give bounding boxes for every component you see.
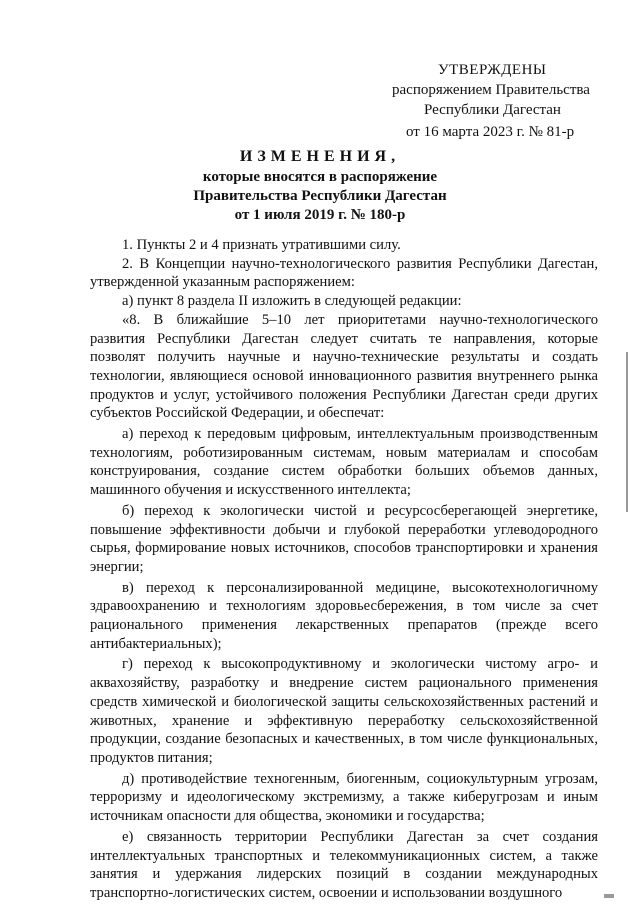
approval-date-number: от 16 марта 2023 г. № 81-р — [406, 124, 575, 140]
heading-line-1: которые вносятся в распоряжение — [202, 169, 438, 185]
approval-line-2: Республики Дагестан — [424, 102, 561, 118]
heading-title: ИЗМЕНЕНИЯ, — [239, 148, 401, 165]
approval-title: УТВЕРЖДЕНЫ — [438, 62, 547, 78]
paragraph-priority-a: а) переход к передовым цифровым, интеллектуальным производственным технологиям, роботизированным системам, новым материалам и способам конструирования, создание систем обработки больших объемов данных, машинного обучения и искусственного интеллекта; — [90, 426, 598, 499]
heading-line-3: от 1 июля 2019 г. № 180-р — [234, 207, 406, 223]
approval-block — [380, 60, 600, 142]
document-body — [90, 236, 598, 903]
paragraph-priority-g: г) переход к высокопродуктивному и экологически чистому агро- и аквахозяйству, разработку и внедрение систем рационального применения средств химической и биологической защиты сельскохозяйственных растений и животных, хранение и эффективную переработку сельскохозяйственной продукции, создание безопасных и качественных, в том числе функциональных, продуктов питания; — [90, 656, 598, 766]
paragraph-item-2: 2. В Концепции научно-технологического развития Республики Дагестан, утвержденной указанным распоряжением: — [90, 255, 598, 291]
scan-edge-mark — [626, 352, 628, 512]
document-heading — [90, 146, 550, 225]
paragraph-priority-v: в) переход к персонализированной медицине, высокотехнологичному здравоохранению и технологиям здоровьесбережения, в том числе за счет рационального применения лекарственных препаратов (прежде всего антибактериальных); — [90, 579, 598, 652]
paragraph-item-1: 1. Пункты 2 и 4 признать утратившими силу. — [122, 237, 401, 253]
approval-line-1: распоряжением Правительства — [392, 82, 590, 98]
paragraph-subitem-a: а) пункт 8 раздела II изложить в следующей редакции: — [122, 293, 462, 310]
paragraph-priority-d: д) противодействие техногенным, биогенным, социокультурным угрозам, терроризму и идеологическому экстремизму, а также киберугрозам и иным источникам опасности для общества, экономики и государства; — [90, 770, 598, 825]
scan-corner-mark — [604, 894, 614, 898]
paragraph-point-8: «8. В ближайшие 5–10 лет приоритетами научно-технологического развития Республики Дагестан следует считать те направления, которые позволят получить научные и научно-технические результаты и создать технологии, являющиеся основой инновационного развития внутреннего рынка продуктов и услуг, устойчивого положения Республики Дагестан среди других субъектов Российской Федерации, и обеспечат: — [90, 311, 598, 422]
heading-line-2: Правительства Республики Дагестан — [193, 188, 447, 204]
paragraph-priority-e: е) связанность территории Республики Дагестан за счет создания интеллектуальных транспортных и телекоммуникационных систем, а также занятия и удержания лидерских позиций в создании международных транспортно-логистических систем, освоении и использовании воздушного — [90, 828, 598, 901]
paragraph-priority-b: б) переход к экологически чистой и ресурсосберегающей энергетике, повышение эффективности добычи и глубокой переработки углеводородного сырья, формирование новых источников, способов транспортировки и хранения энергии; — [90, 502, 598, 575]
